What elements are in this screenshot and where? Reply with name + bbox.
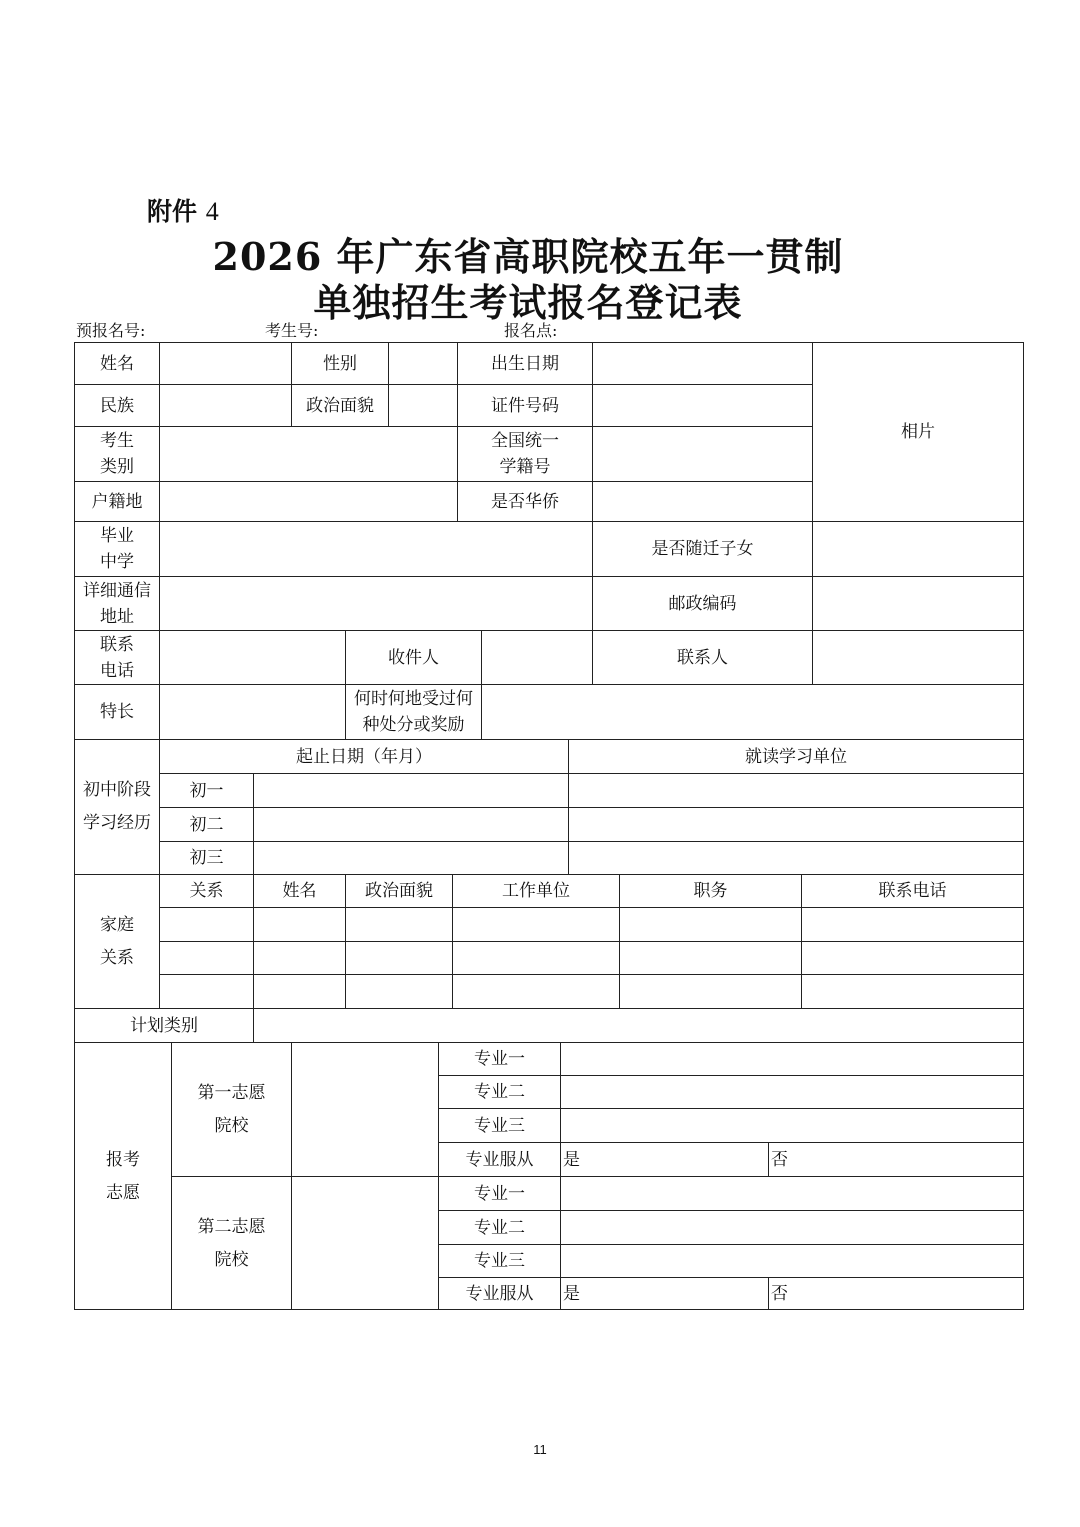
specialty-label: 特长 (100, 702, 134, 722)
page-number: 11 (533, 1442, 547, 1457)
attachment-number: 4 (205, 197, 219, 226)
second-obey-yes-option[interactable]: 是 (563, 1284, 580, 1304)
second-major-1-label: 专业一 (474, 1183, 525, 1204)
plan-type-label: 计划类别 (130, 1015, 198, 1036)
family-header-position: 职务 (693, 881, 728, 901)
application-choice-line1: 报考 (106, 1149, 140, 1170)
address-label-line1: 详细通信 (83, 580, 151, 601)
student-id-field[interactable] (593, 427, 812, 481)
first-choice-school-field[interactable] (292, 1043, 438, 1176)
political-status-field[interactable] (389, 385, 457, 426)
address-label (75, 577, 159, 630)
second-major-3-label: 专业三 (474, 1251, 525, 1271)
page-title-line-1: 2026 年广东省高职院校五年一贯制 (212, 234, 844, 279)
rewards-label-line2: 种处分或奖励 (362, 715, 465, 735)
first-choice-line1: 第一志愿 (197, 1082, 266, 1103)
family-section-line1: 家庭 (100, 914, 134, 935)
registration-site-label: 报名点: (504, 321, 558, 340)
page-title-line-2: 单独招生考试报名登记表 (313, 280, 743, 325)
overseas-chinese-label: 是否华侨 (491, 491, 559, 512)
phone-label (75, 631, 159, 684)
birth-date-field[interactable] (593, 343, 812, 384)
postcode-field[interactable] (813, 577, 1023, 630)
address-label-line2: 地址 (100, 606, 134, 627)
migrant-child-label: 是否随迁子女 (651, 539, 754, 559)
junior-school-section-label (75, 740, 159, 874)
candidate-type-label (75, 427, 159, 481)
student-id-label-line2: 学籍号 (499, 457, 551, 477)
rewards-label (346, 685, 481, 739)
gender-field[interactable] (389, 343, 457, 384)
first-major-3-label: 专业三 (474, 1115, 525, 1136)
birth-date-label: 出生日期 (491, 353, 559, 374)
recipient-label: 收件人 (388, 647, 439, 668)
second-major-2-label: 专业二 (474, 1217, 525, 1238)
second-choice-label (172, 1177, 291, 1310)
first-obey-yes-option[interactable]: 是 (563, 1149, 580, 1170)
attachment-text: 附件 (147, 197, 198, 226)
plan-type-field[interactable] (254, 1009, 1023, 1042)
phone-label-line2: 电话 (100, 660, 134, 681)
family-section-label (75, 875, 159, 1008)
ethnicity-field[interactable] (160, 385, 291, 426)
phone-field[interactable] (160, 631, 345, 684)
migrant-child-field[interactable] (813, 522, 1023, 576)
grade-2-label: 初二 (189, 814, 224, 835)
first-obey-no-option[interactable]: 否 (771, 1149, 788, 1170)
id-number-field[interactable] (593, 385, 812, 426)
student-id-label (458, 427, 592, 481)
photo-box: 相片 (901, 422, 935, 442)
student-id-label-line1: 全国统一 (491, 431, 559, 451)
rewards-label-line1: 何时何地受过何 (354, 689, 473, 709)
contact-person-label: 联系人 (677, 647, 728, 668)
recipient-field[interactable] (482, 631, 592, 684)
family-header-phone: 联系电话 (878, 881, 947, 901)
application-choice-section-label (75, 1043, 171, 1310)
address-field[interactable] (160, 577, 592, 630)
graduation-school-label (75, 522, 159, 576)
gender-label: 性别 (323, 353, 357, 374)
second-obey-label: 专业服从 (465, 1284, 534, 1304)
second-obey-no-option[interactable]: 否 (771, 1284, 788, 1304)
candidate-type-label-line2: 类别 (100, 457, 134, 477)
second-choice-line1: 第二志愿 (197, 1216, 266, 1237)
date-range-header: 起止日期（年月） (296, 746, 432, 767)
candidate-type-label-line1: 考生 (100, 431, 134, 451)
first-major-1-label: 专业一 (474, 1049, 525, 1069)
candidate-type-field[interactable] (160, 427, 457, 481)
political-status-label: 政治面貌 (306, 395, 374, 416)
junior-school-section-line1: 初中阶段 (83, 780, 151, 800)
family-header-political-status: 政治面貌 (365, 881, 433, 901)
household-label: 户籍地 (91, 491, 143, 512)
rewards-field[interactable] (482, 685, 1023, 739)
first-choice-line2: 院校 (214, 1115, 249, 1136)
specialty-field[interactable] (160, 685, 345, 739)
first-obey-label: 专业服从 (465, 1149, 534, 1170)
overseas-chinese-field[interactable] (593, 482, 812, 521)
first-choice-label (172, 1043, 291, 1176)
ethnicity-label: 民族 (100, 395, 134, 416)
second-choice-school-field[interactable] (292, 1177, 438, 1310)
phone-label-line1: 联系 (100, 634, 134, 655)
application-choice-line2: 志愿 (106, 1182, 140, 1203)
graduation-school-field[interactable] (160, 522, 592, 576)
graduation-school-label-line1: 毕业 (100, 526, 134, 546)
pre-registration-number-label: 预报名号: (76, 321, 146, 340)
postcode-label: 邮政编码 (668, 593, 737, 614)
grade-1-label: 初一 (189, 780, 224, 801)
household-field[interactable] (160, 482, 457, 521)
family-header-name: 姓名 (282, 881, 317, 901)
family-header-relation: 关系 (189, 881, 224, 901)
id-number-label: 证件号码 (491, 395, 559, 416)
name-field[interactable] (160, 343, 291, 384)
exam-number-label: 考生号: (265, 321, 319, 340)
school-unit-header: 就读学习单位 (745, 746, 847, 767)
first-major-2-label: 专业二 (474, 1082, 525, 1102)
graduation-school-label-line2: 中学 (100, 552, 134, 572)
family-header-employer: 工作单位 (502, 881, 570, 901)
family-section-line2: 关系 (100, 947, 134, 968)
second-choice-line2: 院校 (214, 1249, 249, 1270)
junior-school-section-line2: 学习经历 (83, 813, 151, 833)
name-label: 姓名 (100, 353, 134, 374)
grade-3-label: 初三 (189, 848, 224, 868)
contact-person-field[interactable] (813, 631, 1023, 684)
